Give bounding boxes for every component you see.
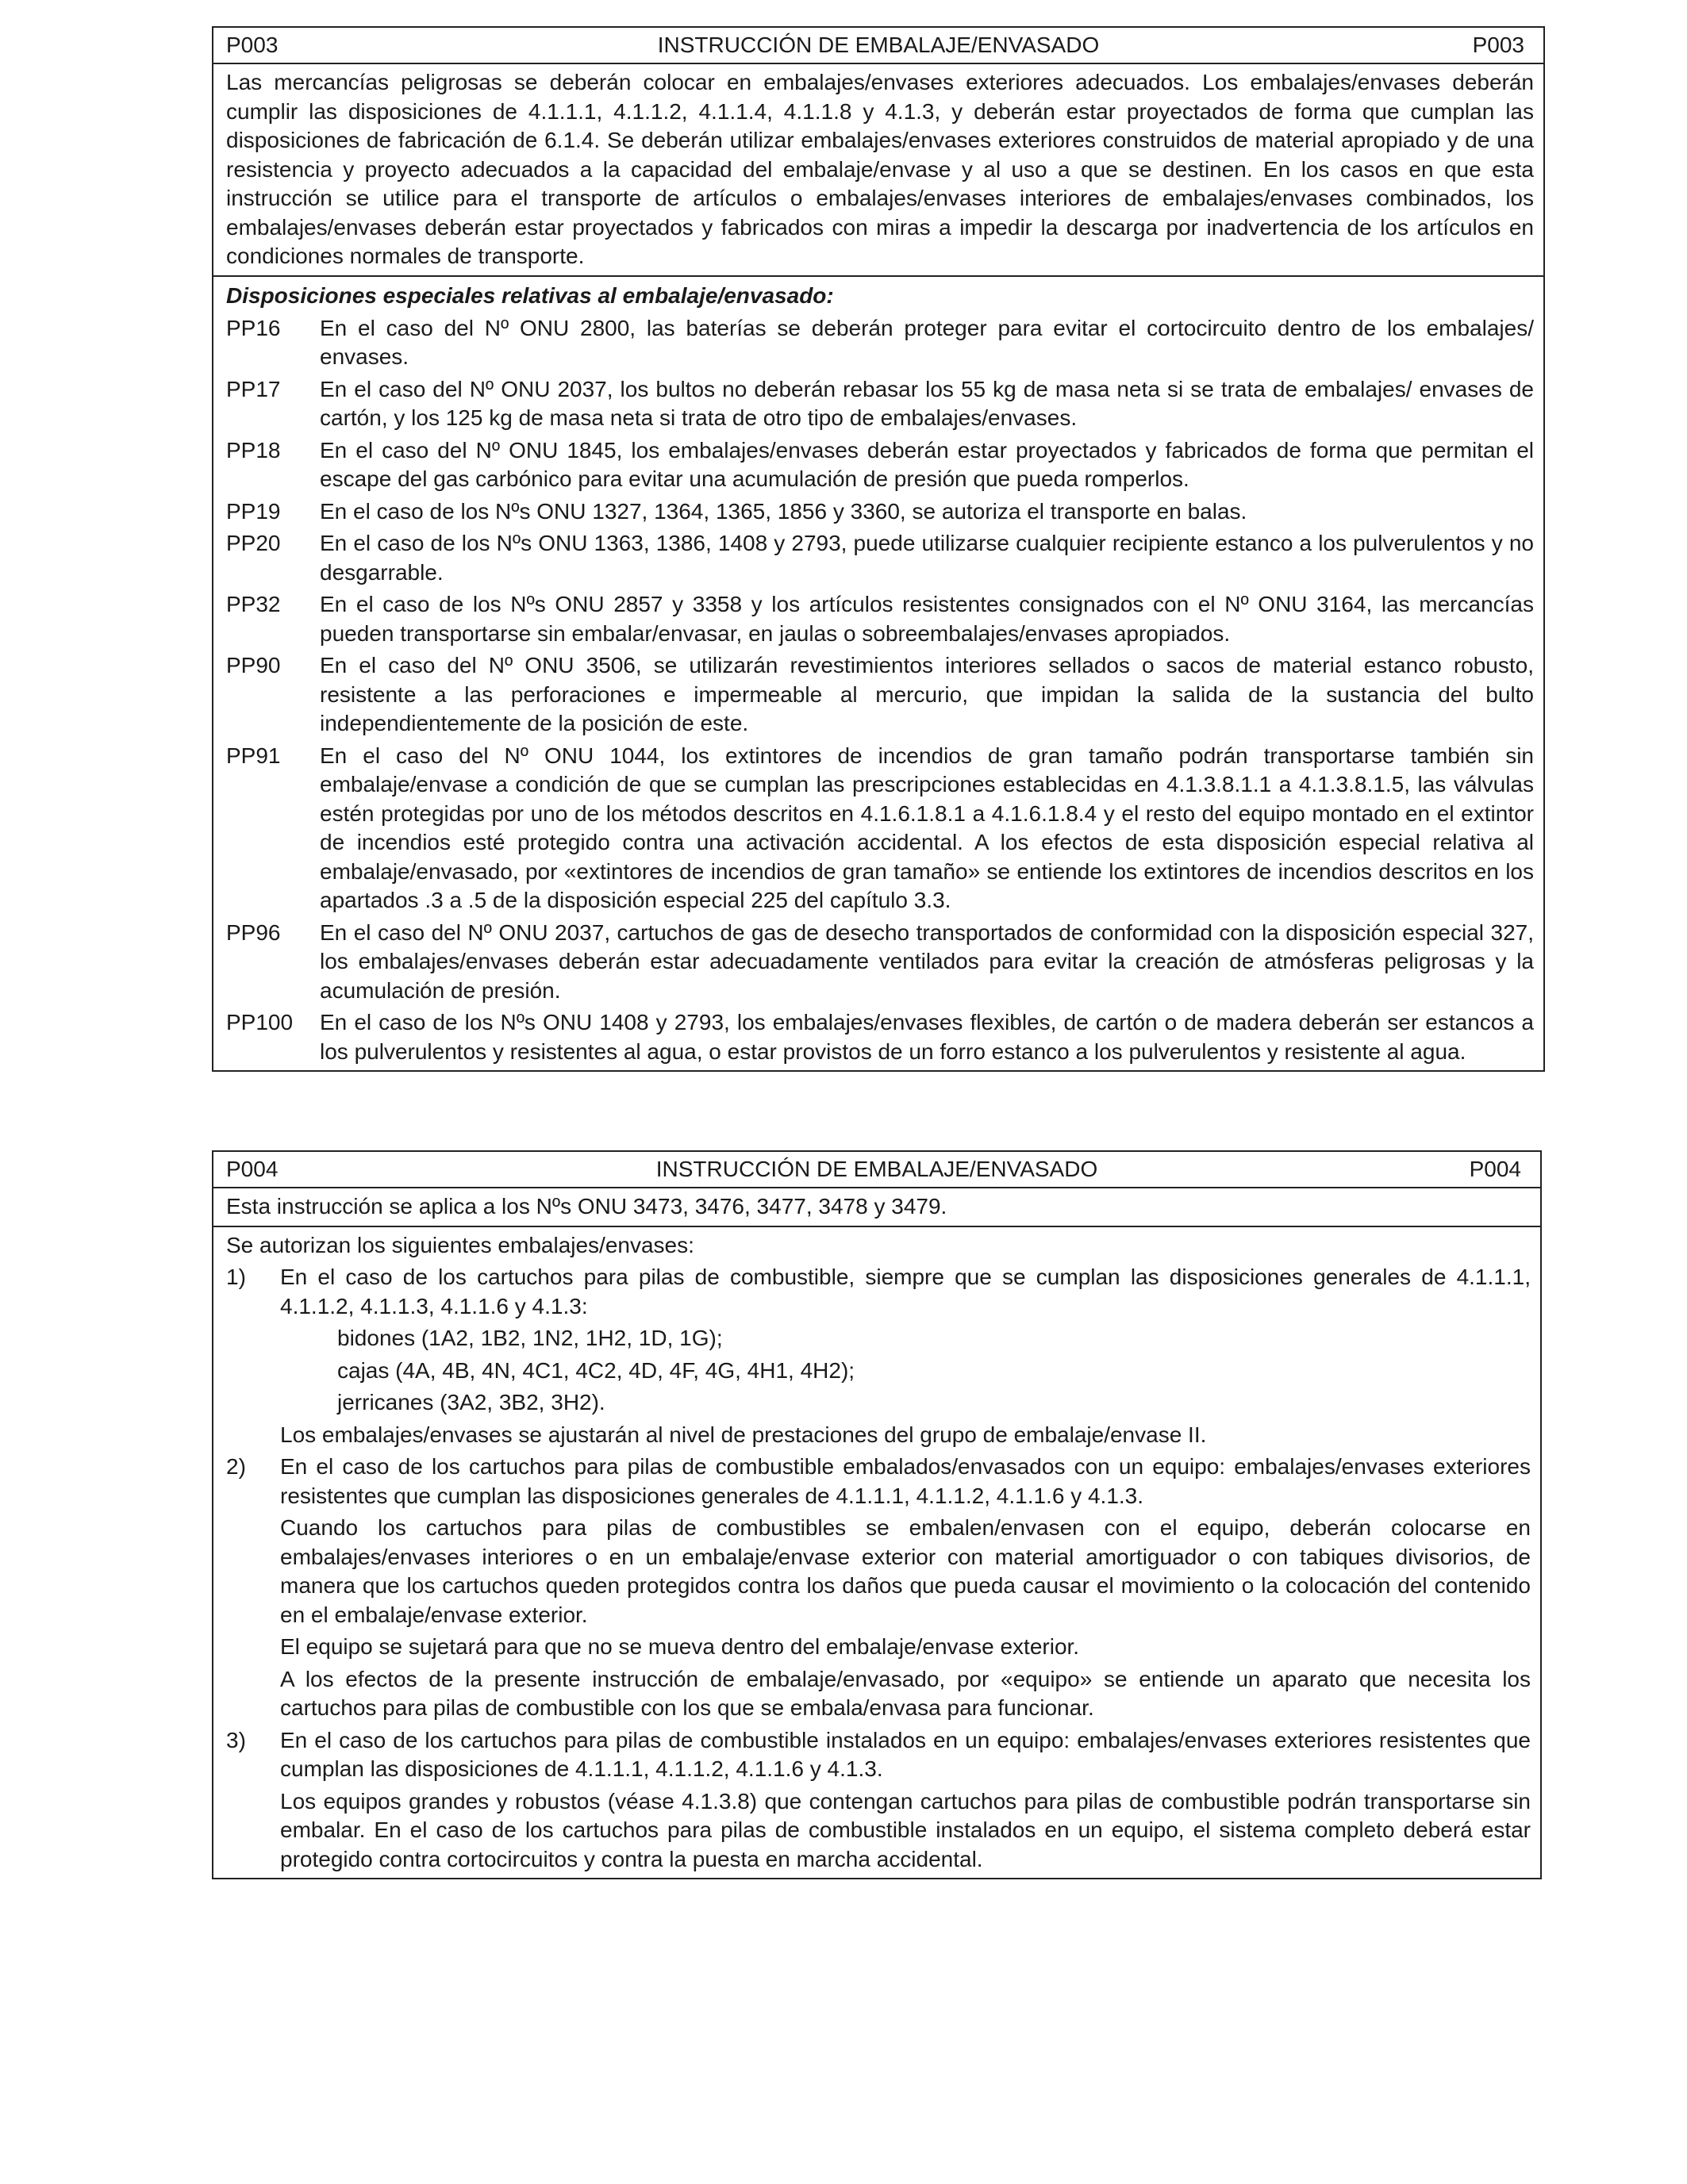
p004-applies-text: Esta instrucción se aplica a los Nºs ONU 3473, 3476, 3477, 3478 y 3479. (226, 1194, 947, 1219)
provision-code: PP100 (226, 1010, 294, 1034)
p003-header (213, 28, 1543, 64)
provision-text: En el caso de los Nºs ONU 1408 y 2793, los embalajes/envases flexibles, de cartón o de madera deberán ser estancos a los pulverulentos y resistentes al agua, o estar provistos de un forro estanco a los pulverulentos y resistente al agua. (320, 1010, 1534, 1064)
p003-code-right: P003 (1472, 33, 1524, 57)
provision-row (226, 742, 1534, 915)
p003-title: INSTRUCCIÓN DE EMBALAJE/ENVASADO (657, 33, 1100, 57)
provision-code: PP91 (226, 743, 281, 768)
special-provisions-heading: Disposiciones especiales relativas al embalaje/envasado: (226, 282, 834, 308)
item-paragraph: Cuando los cartuchos para pilas de combustibles se embalen/envasen con el equipo, deberán colocarse en embalajes/envases interiores o en un embalaje/envase exterior con material amortiguador o con tabiques divisorios, de manera que los cartuchos queden protegidos contra los daños que pueda causar el movimiento o la colocación del contenido en el embalaje/envase exterior. (280, 1515, 1531, 1627)
item-paragraph: Los equipos grandes y robustos (véase 4.1.3.8) que contengan cartuchos para pilas de combustible podrán transportarse sin embalar. En el caso de los cartuchos para pilas de combustible instalados en un equipo, el sistema completo deberá estar protegido contra cortocircuitos y contra la puesta en marcha accidental. (280, 1788, 1531, 1871)
provision-code: PP20 (226, 531, 281, 555)
item-paragraph: A los efectos de la presente instrucción de embalaje/envasado, por «equipo» se entiende un aparato que necesita los cartuchos para pilas de combustible con los que se embala/envasa para funcionar. (280, 1666, 1531, 1720)
item-1-after-text: Los embalajes/envases se ajustarán al nivel de prestaciones del grupo de embalaje/envase II. (280, 1422, 1207, 1447)
provision-text: En el caso de los Nºs ONU 2857 y 3358 y los artículos resistentes consignados con el Nº ONU 3164, las mercancías pueden transportarse sin embalar/envasar, en jaulas o sobreembalajes/envases apropiados. (320, 592, 1534, 646)
provision-text: En el caso de los Nºs ONU 1327, 1364, 1365, 1856 y 3360, se autoriza el transporte en balas. (320, 498, 1247, 524)
item-number: 1) (226, 1265, 246, 1289)
p003-special-provisions (213, 277, 1543, 1071)
provision-row (226, 497, 1534, 527)
provision-row (226, 590, 1534, 648)
provision-row (226, 314, 1534, 372)
provision-text: En el caso del Nº ONU 2037, cartuchos de gas de desecho transportados de conformidad con la disposición especial 327, los embalajes/envases deberán estar adecuadamente ventilados para evitar la creación de atmósferas peligrosas y la acumulación de presión. (320, 919, 1534, 1003)
provision-row (226, 375, 1534, 433)
p003-code-left: P003 (226, 33, 279, 57)
provision-text: En el caso del Nº ONU 2800, las baterías se deberán proteger para evitar el cortocircuito dentro de los embalajes/ envases. (320, 315, 1534, 369)
p003-instruction-table (212, 26, 1545, 1072)
p004-authorized-heading: Se autorizan los siguientes embalajes/envases: (226, 1232, 694, 1257)
provision-code: PP96 (226, 919, 281, 945)
item-number: 3) (226, 1727, 246, 1752)
item-paragraph: En el caso de los cartuchos para pilas de combustible embalados/envasados con un equipo: embalajes/envases exteriores resistentes que cumplan las disposiciones generales de 4.1.1.1, 4.1.1.2, 4.1.1.6 y 4.1.3. (280, 1454, 1531, 1508)
provision-code: PP32 (226, 592, 281, 616)
provision-text: En el caso del Nº ONU 1044, los extintores de incendios de gran tamaño podrán transportarse también sin embalaje/envase a condición de que se cumplan las prescripciones establecidas en 4.1.3.8.1.1 a 4.1.3.8.1.5, las válvulas estén protegidas por uno de los métodos descritos en 4.1.6.1.8.1 a 4.1.6.1.8.4 y el resto del equipo montado en el extintor de incendios esté protegido contra una activación accidental. A los efectos de esta disposición especial relativa al embalaje/envasado, por «extintores de incendios de gran tamaño» se entiende los extintores de incendios descritos en los apartados .3 a .5 de la disposición especial 225 del capítulo 3.3. (320, 743, 1534, 912)
packaging-list-item: cajas (4A, 4B, 4N, 4C1, 4C2, 4D, 4F, 4G, 4H1, 4H2); (337, 1357, 855, 1383)
provision-text: En el caso del Nº ONU 2037, los bultos no deberán rebasar los 55 kg de masa neta si se trata de embalajes/ envases de cartón, y los 125 kg de masa neta si trata de otro tipo de embalajes/envases. (320, 376, 1534, 430)
provision-code: PP18 (226, 437, 281, 463)
p004-title: INSTRUCCIÓN DE EMBALAJE/ENVASADO (655, 1157, 1098, 1181)
provision-code: PP90 (226, 653, 281, 677)
p004-instruction-table (212, 1150, 1542, 1879)
packaging-list-item: jerricanes (3A2, 3B2, 3H2). (337, 1390, 605, 1414)
p004-authorized-cell (213, 1227, 1540, 1879)
provision-row (226, 436, 1534, 494)
provision-text: En el caso del Nº ONU 1845, los embalajes/envases deberán estar proyectados y fabricados de forma que permitan el escape del gas carbónico para evitar una acumulación de presión que pueda romperlos. (320, 437, 1534, 491)
p003-intro-text: Las mercancías peligrosas se deberán colocar en embalajes/envases exteriores adecuados. Los embalajes/envases deberán cumplir las disposiciones de 4.1.1.1, 4.1.1.2, 4.1.1.4, 4.1.1.8 y 4.1.3, y deberán estar proyectados de forma que cumplan las disposiciones de fabricación de 6.1.4. Se deberán utilizar embalajes/envases exteriores construidos de material apropiado y de una resistencia y proyecto adecuados a la capacidad del embalaje/envase y al uso a que se destinen. En los casos en que esta instrucción se utilice para el transporte de artículos o embalajes/envases interiores de embalajes/envases combinados, los embalajes/envases deberán estar proyectados y fabricados con miras a impedir la descarga por inadvertencia de los artículos en condiciones normales de transporte. (226, 70, 1534, 268)
p004-applies-cell (213, 1188, 1540, 1227)
item-paragraph: En el caso de los cartuchos para pilas de combustible, siempre que se cumplan las disposiciones generales de 4.1.1.1, 4.1.1.2, 4.1.1.3, 4.1.1.6 y 4.1.3: (280, 1265, 1531, 1318)
packaging-list-item: bidones (1A2, 1B2, 1N2, 1H2, 1D, 1G); (337, 1326, 723, 1350)
provision-text: En el caso de los Nºs ONU 1363, 1386, 1408 y 2793, puede utilizarse cualquier recipiente estanco a los pulverulentos y no desgarrable. (320, 531, 1534, 585)
provision-row (226, 919, 1534, 1006)
item-number: 2) (226, 1454, 246, 1479)
item-paragraph: En el caso de los cartuchos para pilas de combustible instalados en un equipo: embalajes/envases exteriores resistentes que cumplan las disposiciones de 4.1.1.1, 4.1.1.2, 4.1.1.6 y 4.1.3. (280, 1727, 1531, 1781)
item-paragraph: El equipo se sujetará para que no se mueva dentro del embalaje/envase exterior. (280, 1634, 1080, 1659)
provision-row (226, 529, 1534, 587)
numbered-item-1 (226, 1263, 1531, 1418)
p003-intro-cell (213, 64, 1543, 277)
provision-code: PP17 (226, 376, 281, 401)
provision-row (226, 1008, 1534, 1066)
provision-text: En el caso del Nº ONU 3506, se utilizarán revestimientos interiores sellados o sacos de material estanco robusto, resistente a las perforaciones e impermeable al mercurio, que impidan la salida de la sustancia del bulto independientemente de la posición de este. (320, 653, 1534, 735)
p004-code-right: P004 (1469, 1157, 1521, 1181)
provision-code: PP16 (226, 315, 281, 340)
provision-row (226, 651, 1534, 739)
numbered-item-3 (226, 1726, 1531, 1875)
p004-header (213, 1152, 1540, 1188)
numbered-item-2 (226, 1453, 1531, 1723)
provision-code: PP19 (226, 498, 281, 524)
p004-code-left: P004 (226, 1157, 279, 1181)
